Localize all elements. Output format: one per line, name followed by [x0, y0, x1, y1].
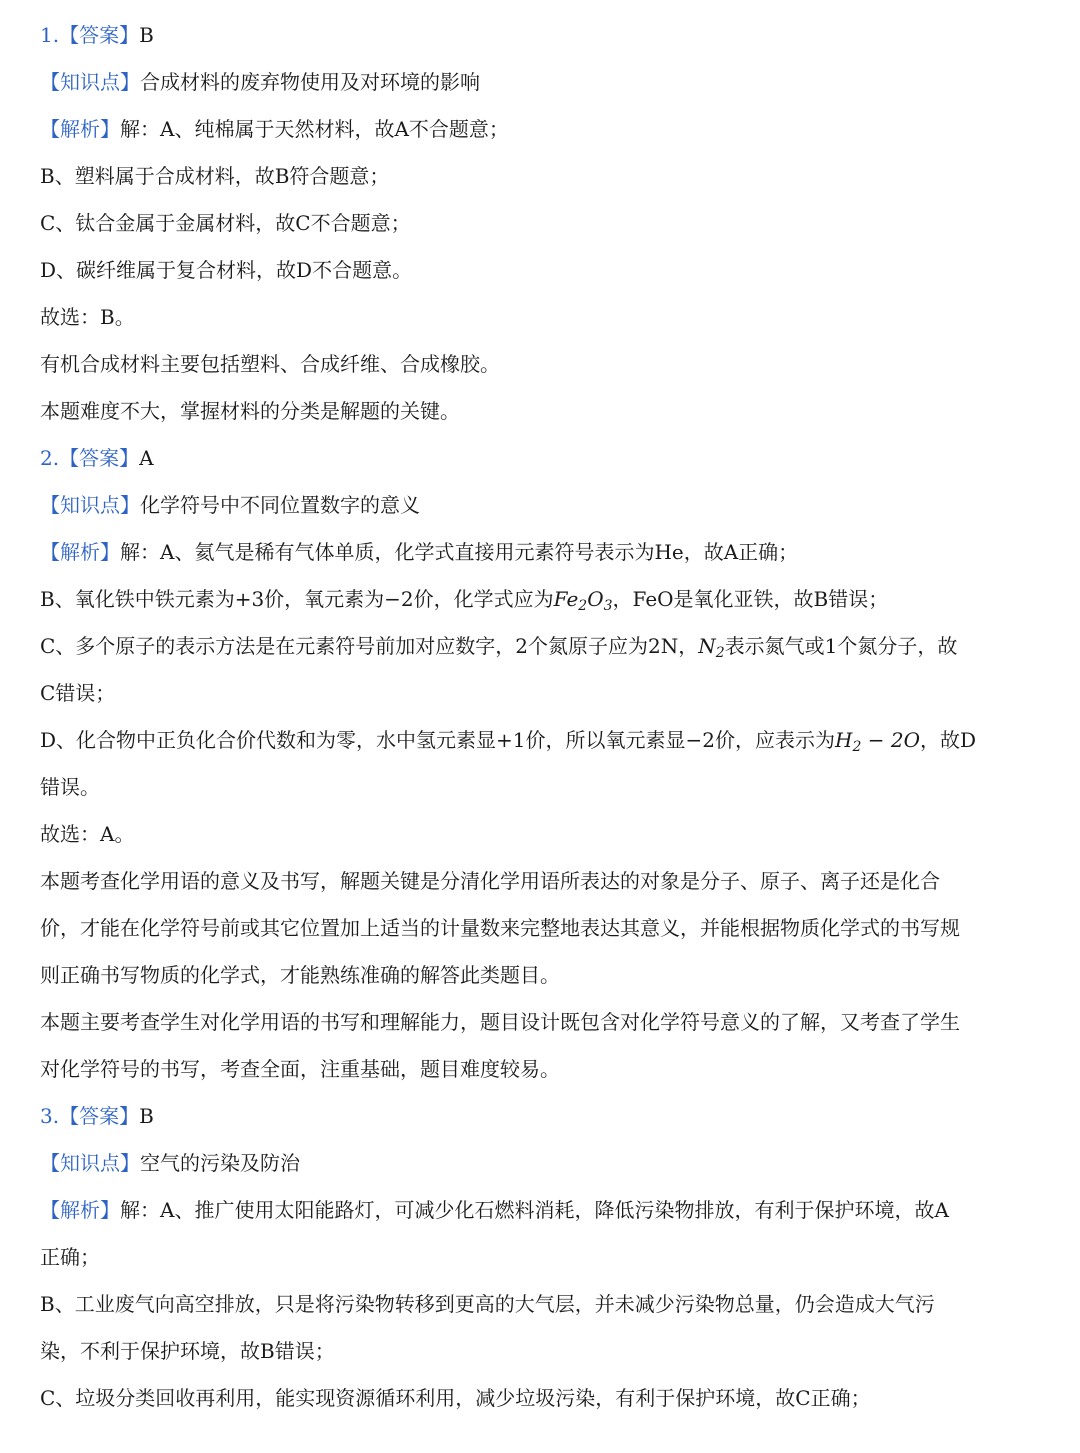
q3-knowledge: 空气的污染及防治 — [140, 1151, 300, 1175]
q2-text: C、多个原子的表示方法是在元素符号前加对应数字，2个氮原子应为2N， — [40, 634, 699, 658]
q1-line: D、碳纤维属于复合材料，故D不合题意。 — [40, 258, 413, 282]
q2-line: 错误。 — [40, 775, 100, 799]
q3-line: 正确； — [40, 1245, 100, 1269]
q2-analysis-line — [40, 529, 1020, 576]
q2-answer: A — [139, 446, 154, 470]
q2-line: 故选：A。 — [40, 822, 135, 846]
q3-answer: B — [139, 1104, 154, 1128]
q2-text: ，故D — [919, 728, 977, 752]
q2-line: 则正确书写物质的化学式，才能熟练准确的解答此类题目。 — [40, 963, 560, 987]
formula-part: − 2O — [861, 728, 920, 752]
q2-line: 本题主要考查学生对化学用语的书写和理解能力，题目设计既包含对化学符号意义的了解，又考查了学生 — [40, 1010, 960, 1034]
q1-analysis-line — [40, 106, 1020, 153]
formula-subscript: 3 — [603, 598, 613, 614]
q1-line: 有机合成材料主要包括塑料、合成纤维、合成橡胶。 — [40, 352, 500, 376]
formula-subscript: 2 — [852, 739, 862, 755]
q3-line: C、垃圾分类回收再利用，能实现资源循环利用，减少垃圾污染，有利于保护环境，故C正确； — [40, 1386, 871, 1410]
q3-analysis-text: 解：A、推广使用太阳能路灯，可减少化石燃料消耗，降低污染物排放，有利于保护环境，故A — [120, 1198, 949, 1222]
q2-line-c — [40, 623, 1020, 670]
q1-line: 故选：B。 — [40, 305, 135, 329]
q2-line: 对化学符号的书写，考查全面，注重基础，题目难度较易。 — [40, 1057, 560, 1081]
answer-document — [40, 12, 1020, 1422]
formula-part: Fe — [553, 587, 579, 611]
q1-line: 本题难度不大，掌握材料的分类是解题的关键。 — [40, 399, 460, 423]
formula-part: H — [835, 728, 853, 752]
q1-analysis-tag: 【解析】 — [40, 117, 120, 141]
q2-text: B、氧化铁中铁元素为+3价，氧元素为−2价，化学式应为 — [40, 587, 554, 611]
q1-answer: B — [139, 23, 154, 47]
q3-analysis-tag: 【解析】 — [40, 1198, 120, 1222]
formula-h2-2o — [835, 728, 920, 755]
q1-line: B、塑料属于合成材料，故B符合题意； — [40, 164, 390, 188]
formula-fe2o3 — [553, 587, 613, 614]
q2-knowledge: 化学符号中不同位置数字的意义 — [140, 493, 420, 517]
q3-analysis-line — [40, 1187, 1020, 1234]
q2-text: 表示氮气或1个氮分子，故 — [724, 634, 958, 658]
q1-answer-tag: 【答案】 — [59, 23, 140, 47]
q2-analysis-text: 解：A、氦气是稀有气体单质，化学式直接用元素符号表示为He，故A正确； — [120, 540, 799, 564]
q3-answer-line — [40, 1093, 1020, 1140]
q2-analysis-tag: 【解析】 — [40, 540, 120, 564]
q2-knowledge-tag: 【知识点】 — [40, 493, 140, 517]
q3-knowledge-tag: 【知识点】 — [40, 1151, 140, 1175]
q1-knowledge-tag: 【知识点】 — [40, 70, 140, 94]
formula-part: N — [698, 634, 716, 658]
q3-knowledge-line — [40, 1140, 1020, 1187]
q3-answer-tag: 【答案】 — [59, 1104, 140, 1128]
q1-answer-line — [40, 12, 1020, 59]
formula-part: O — [587, 587, 604, 611]
q1-knowledge-line — [40, 59, 1020, 106]
q2-knowledge-line — [40, 482, 1020, 529]
q2-line: 本题考查化学用语的意义及书写，解题关键是分清化学用语所表达的对象是分子、原子、离子还是化合 — [40, 869, 940, 893]
q1-analysis-text: 解：A、纯棉属于天然材料，故A不合题意； — [120, 117, 509, 141]
q2-text: D、化合物中正负化合价代数和为零，水中氢元素显+1价，所以氧元素显−2价，应表示为 — [40, 728, 835, 752]
q2-answer-line — [40, 435, 1020, 482]
formula-n2 — [698, 634, 725, 661]
q2-number: 2. — [40, 446, 60, 470]
q1-line: C、钛合金属于金属材料，故C不合题意； — [40, 211, 411, 235]
q2-line-b — [40, 576, 1020, 623]
q1-number: 1. — [40, 23, 60, 47]
q2-line-d — [40, 717, 1020, 764]
formula-subscript: 2 — [715, 645, 725, 661]
q2-text: ，FeO是氧化亚铁，故B错误； — [612, 587, 889, 611]
q2-line: C错误； — [40, 681, 116, 705]
q3-number: 3. — [40, 1104, 60, 1128]
q3-line: B、工业废气向高空排放，只是将污染物转移到更高的大气层，并未减少污染物总量，仍会造成大气污 — [40, 1292, 935, 1316]
formula-subscript: 2 — [578, 598, 588, 614]
q1-knowledge: 合成材料的废弃物使用及对环境的影响 — [140, 70, 480, 94]
q2-line: 价，才能在化学符号前或其它位置加上适当的计量数来完整地表达其意义，并能根据物质化学式的书写规 — [40, 916, 960, 940]
q2-answer-tag: 【答案】 — [59, 446, 140, 470]
q3-line: 染，不利于保护环境，故B错误； — [40, 1339, 335, 1363]
